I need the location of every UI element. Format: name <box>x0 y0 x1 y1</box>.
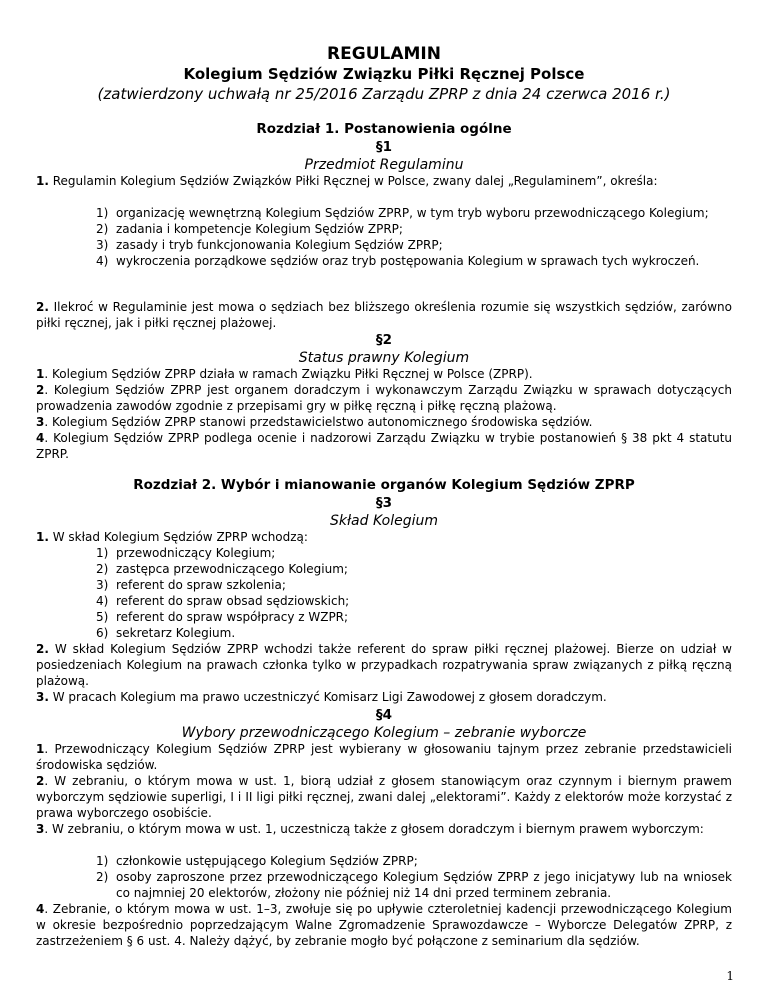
list-item: 5) referent do spraw współpracy z WZPR; <box>96 610 349 624</box>
paragraph-number: 2. <box>36 300 49 314</box>
section-3-list <box>36 545 732 641</box>
section-4-paragraph-4: 4. Zebranie, o którym mowa w ust. 1–3, zwołuje się po upływie czteroletniej kadencji przewodniczącego Kolegium w okresie bezpośrednio poprzedzającym Walne Zgromadzenie Sprawozdawcze – Wyborcze Delegatów ZPRP, z zastrzeżeniem § 6 ust. 4. Należy dążyć, by zebranie mogło być połączone z seminarium dla sędziów. <box>36 902 732 948</box>
section-3-paragraph-3: 3. W pracach Kolegium ma prawo uczestniczyć Komisarz Ligi Zawodowej z głosem doradczym. <box>36 690 607 704</box>
document-subtitle: Kolegium Sędziów Związku Piłki Ręcznej Polsce <box>183 65 585 83</box>
list-item: 3) zasady i tryb funkcjonowania Kolegium Sędziów ZPRP; <box>96 238 443 252</box>
section-2-paragraph-1: 1. Kolegium Sędziów ZPRP działa w ramach Związku Piłki Ręcznej w Polsce (ZPRP). <box>36 367 533 381</box>
section-1-title: Przedmiot Regulaminu <box>304 157 464 173</box>
list-item: 1) przewodniczący Kolegium; <box>96 546 276 560</box>
section-4-paragraph-1: 1. Przewodniczący Kolegium Sędziów ZPRP jest wybierany w głosowaniu tajnym przez zebranie przedstawicieli środowiska sędziów. <box>36 742 732 772</box>
section-1-number: §1 <box>375 139 393 155</box>
section-2-number: §2 <box>375 332 393 348</box>
list-item: 2) osoby zaproszone przez przewodniczącego Kolegium Sędziów ZPRP z jego inicjatywy lub na wniosek co najmniej 20 elektorów, złożony nie później niż 14 dni przed terminem zebrania. <box>96 870 732 900</box>
section-3-paragraph-2: 2. W skład Kolegium Sędziów ZPRP wchodzi także referent do spraw piłki ręcznej plażowej. Bierze on udział w posiedzeniach Kolegium na prawach członka tylko w przypadkach rozpatrywania spraw związanych z piłką ręczną plażową. <box>36 642 732 688</box>
list-item: 1) członkowie ustępującego Kolegium Sędziów ZPRP; <box>96 854 418 868</box>
paragraph-text: Ilekroć w Regulaminie jest mowa o sędziach bez bliższego określenia rozumie się wszystkich sędziów, zarówno piłki ręcznej, jak i piłki ręcznej plażowej. <box>36 300 732 330</box>
paragraph-text: Regulamin Kolegium Sędziów Związków Piłki Ręcznej w Polsce, zwany dalej „Regulaminem”, określa: <box>52 174 658 188</box>
chapter-1-title: Rozdział 1. Postanowienia ogólne <box>256 121 512 137</box>
section-4-paragraph-2: 2. W zebraniu, o którym mowa w ust. 1, biorą udział z głosem stanowiącym oraz czynnym i biernym prawem wyborczym sędziowie superligi, I i II ligi piłki ręcznej, zwani dalej „elektorami”. Każdy z elektorów może korzystać z prawa wyborczego osobiście. <box>36 774 732 820</box>
section-2-paragraph-4: 4. Kolegium Sędziów ZPRP podlega ocenie i nadzorowi Zarządu Związku w trybie postanowień § 38 pkt 4 statutu ZPRP. <box>36 431 732 461</box>
section-3-title: Skład Kolegium <box>330 513 438 529</box>
list-item: 4) wykroczenia porządkowe sędziów oraz tryb postępowania Kolegium w sprawach tych wykroczeń. <box>96 254 700 268</box>
section-4-list <box>36 853 732 901</box>
paragraph-number: 1. <box>36 174 49 188</box>
section-3-paragraph-1: 1. W skład Kolegium Sędziów ZPRP wchodzą: <box>36 530 308 544</box>
document-approval-note: (zatwierdzony uchwałą nr 25/2016 Zarządu ZPRP z dnia 24 czerwca 2016 r.) <box>97 85 671 103</box>
section-3-number: §3 <box>375 495 393 511</box>
section-2-paragraph-2: 2. Kolegium Sędziów ZPRP jest organem doradczym i wykonawczym Zarządu Związku w sprawach dotyczących prowadzenia zawodów zgodnie z przepisami gry w piłkę ręczną i piłkę ręczną plażową. <box>36 383 732 413</box>
list-item: 4) referent do spraw obsad sędziowskich; <box>96 594 350 608</box>
list-item: 3) referent do spraw szkolenia; <box>96 578 286 592</box>
section-1-paragraph-1 <box>36 173 732 189</box>
section-2-title: Status prawny Kolegium <box>298 350 470 366</box>
document-title: REGULAMIN <box>327 44 441 64</box>
section-4-title: Wybory przewodniczącego Kolegium – zebranie wyborcze <box>181 725 587 741</box>
list-item: 2) zastępca przewodniczącego Kolegium; <box>96 562 348 576</box>
section-4-paragraph-3: 3. W zebraniu, o którym mowa w ust. 1, uczestniczą także z głosem doradczym i biernym prawem wyborczym: <box>36 822 704 836</box>
page-number: 1 <box>726 969 734 983</box>
section-4-number: §4 <box>375 707 393 723</box>
section-1-list <box>36 205 732 269</box>
list-item: 2) zadania i kompetencje Kolegium Sędziów ZPRP; <box>96 222 403 236</box>
chapter-2-title: Rozdział 2. Wybór i mianowanie organów Kolegium Sędziów ZPRP <box>133 477 635 493</box>
section-1-paragraph-2 <box>36 299 732 331</box>
list-item: 6) sekretarz Kolegium. <box>96 626 236 640</box>
list-item: 1) organizację wewnętrzną Kolegium Sędziów ZPRP, w tym tryb wyboru przewodniczącego Kolegium; <box>96 206 709 220</box>
section-2-paragraph-3: 3. Kolegium Sędziów ZPRP stanowi przedstawicielstwo autonomicznego środowiska sędziów. <box>36 415 593 429</box>
